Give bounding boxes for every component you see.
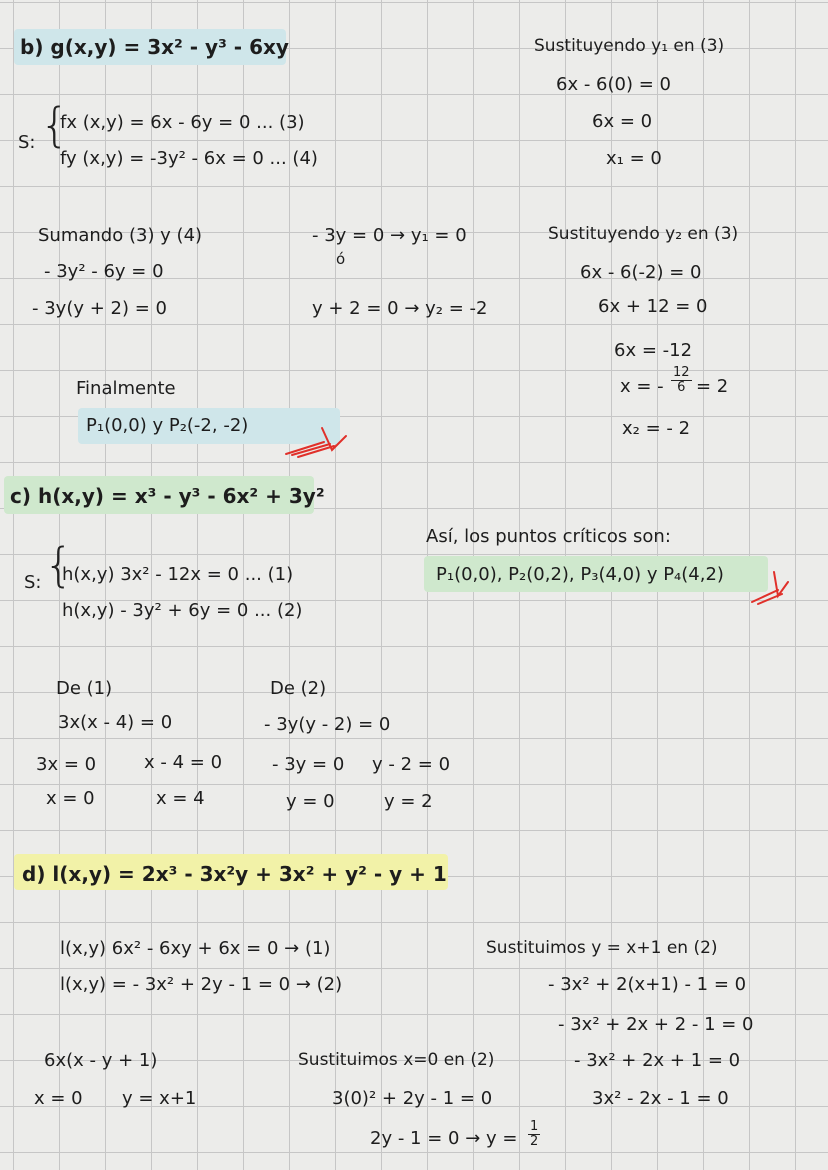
b-sum-line2: - 3y(y + 2) = 0 <box>32 298 167 319</box>
b-subst1-title: Sustituyendo y₁ en (3) <box>534 36 725 56</box>
d-eq2: l(x,y) = - 3x² + 2y - 1 = 0 → (2) <box>60 974 343 995</box>
b-subst1-line1: 6x - 6(0) = 0 <box>556 74 671 95</box>
b-subst1-line2: 6x = 0 <box>592 111 653 132</box>
system-b-brace: { <box>40 98 70 152</box>
b-sumando-title: Sumando (3) y (4) <box>38 225 203 246</box>
b-or: ó <box>336 250 346 268</box>
checkmark-icon <box>284 424 352 460</box>
b-finally-label: Finalmente <box>76 378 176 399</box>
d-eq1: l(x,y) 6x² - 6xy + 6x = 0 → (1) <box>60 938 331 959</box>
b-case1: - 3y = 0 → y₁ = 0 <box>312 225 467 246</box>
c-de1-line2a: 3x = 0 <box>36 754 97 775</box>
system-b-prefix: S: <box>18 132 36 153</box>
d-subx-line2: 2y - 1 = 0 → y = <box>370 1128 518 1149</box>
c-conclusion: Así, los puntos críticos son: <box>426 526 671 547</box>
b-subst2-line1: 6x - 6(-2) = 0 <box>580 262 702 283</box>
d-x-zero: x = 0 <box>34 1088 83 1109</box>
c-de1-line1: 3x(x - 4) = 0 <box>58 712 173 733</box>
b-subst2-line4-post: = 2 <box>696 376 729 397</box>
b-subst2-line4-pre: x = - <box>620 376 664 397</box>
b-subst2-fraction <box>671 366 692 394</box>
d-suby-line4: 3x² - 2x - 1 = 0 <box>592 1088 729 1109</box>
c-de2-line2b: y - 2 = 0 <box>372 754 451 775</box>
b-subst2-line2: 6x + 12 = 0 <box>598 296 708 317</box>
d-suby-line3: - 3x² + 2x + 1 = 0 <box>574 1050 741 1071</box>
b-subst2-title: Sustituyendo y₂ en (3) <box>548 224 739 244</box>
b-result: P₁(0,0) y P₂(-2, -2) <box>86 415 249 436</box>
c-de2-line3b: y = 2 <box>384 791 433 812</box>
b-subst1-line3: x₁ = 0 <box>606 148 662 169</box>
heading-c: c) h(x,y) = x³ - y³ - 6x² + 3y² <box>10 484 325 508</box>
c-de2-line1: - 3y(y - 2) = 0 <box>264 714 391 735</box>
d-suby-title: Sustituimos y = x+1 en (2) <box>486 938 718 958</box>
b-case2: y + 2 = 0 → y₂ = -2 <box>312 298 488 319</box>
system-b-eq2: fy (x,y) = -3y² - 6x = 0 ... (4) <box>60 148 318 169</box>
d-subx-title: Sustituimos x=0 en (2) <box>298 1050 495 1070</box>
d-suby-line1: - 3x² + 2(x+1) - 1 = 0 <box>548 974 747 995</box>
c-de2-line2a: - 3y = 0 <box>272 754 345 775</box>
system-c-eq2: h(x,y) - 3y² + 6y = 0 ... (2) <box>62 600 303 621</box>
c-result: P₁(0,0), P₂(0,2), P₃(4,0) y P₄(4,2) <box>436 564 724 585</box>
system-c-prefix: S: <box>24 572 42 593</box>
b-fraction-denominator: 6 <box>677 379 686 395</box>
heading-d: d) l(x,y) = 2x³ - 3x²y + 3x² + y² - y + 1 <box>22 862 447 886</box>
c-de1-line3b: x = 4 <box>156 788 205 809</box>
b-subst2-line3: 6x = -12 <box>614 340 693 361</box>
d-fraction-numerator: 1 <box>530 1119 539 1134</box>
d-fraction-denominator: 2 <box>530 1133 539 1149</box>
d-y-x-plus-1: y = x+1 <box>122 1088 197 1109</box>
system-b-eq1: fx (x,y) = 6x - 6y = 0 ... (3) <box>60 112 305 133</box>
heading-b: b) g(x,y) = 3x² - y³ - 6xy <box>20 35 289 59</box>
b-subst2-line5: x₂ = - 2 <box>622 418 691 439</box>
c-de1-title: De (1) <box>56 678 113 699</box>
d-suby-line2: - 3x² + 2x + 2 - 1 = 0 <box>558 1014 754 1035</box>
d-subx-line1: 3(0)² + 2y - 1 = 0 <box>332 1088 493 1109</box>
system-c-eq1: h(x,y) 3x² - 12x = 0 ... (1) <box>62 564 294 585</box>
system-c-brace: { <box>44 538 74 592</box>
d-factor: 6x(x - y + 1) <box>44 1050 158 1071</box>
c-de1-line2b: x - 4 = 0 <box>144 752 223 773</box>
checkmark-icon <box>748 568 792 608</box>
c-de2-title: De (2) <box>270 678 327 699</box>
c-de1-line3a: x = 0 <box>46 788 95 809</box>
b-sum-line1: - 3y² - 6y = 0 <box>44 261 164 282</box>
b-fraction-numerator: 12 <box>673 365 690 380</box>
d-subx-fraction <box>528 1120 540 1148</box>
c-de2-line3a: y = 0 <box>286 791 335 812</box>
